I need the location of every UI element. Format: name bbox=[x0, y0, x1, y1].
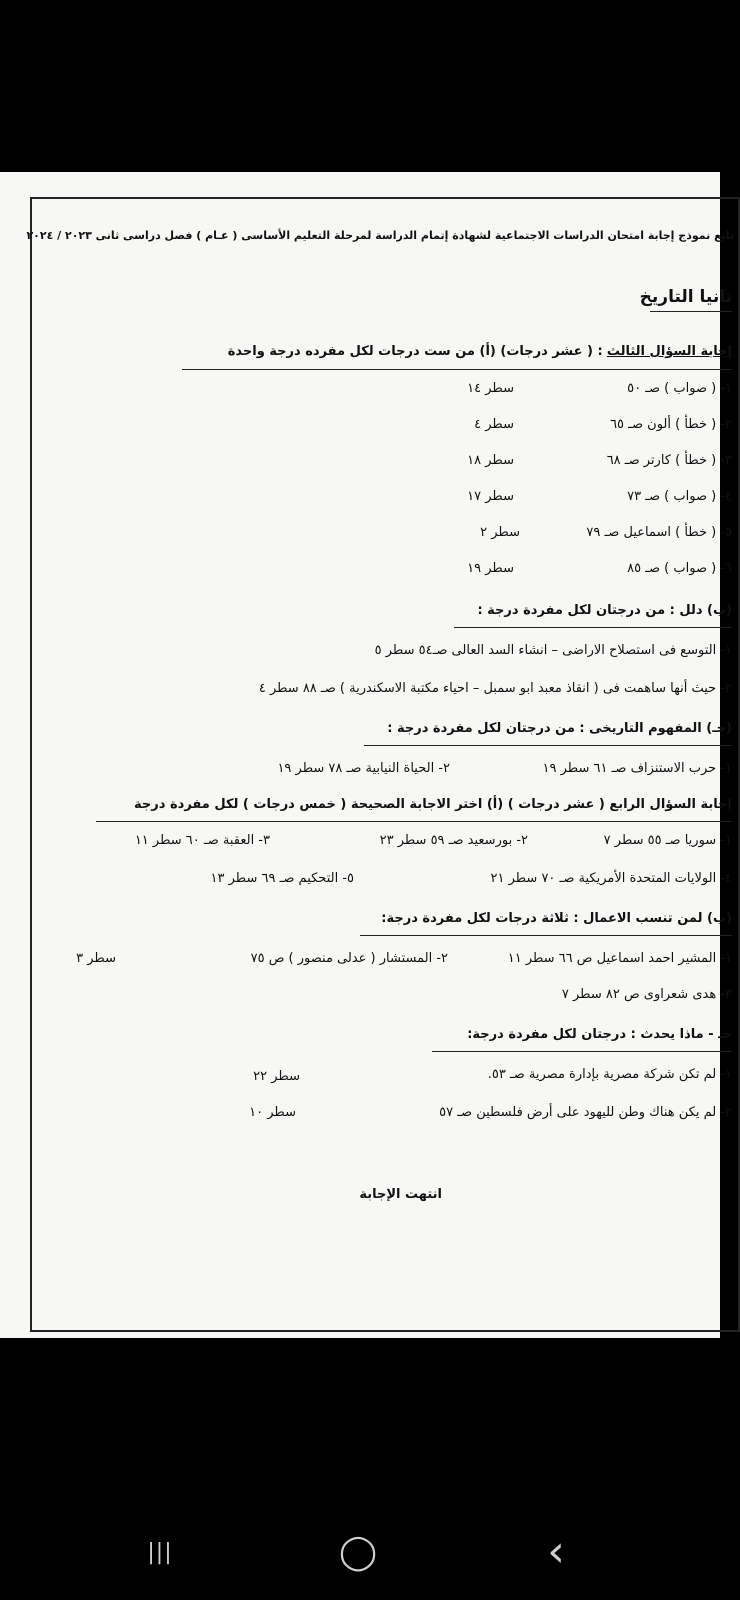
end-of-answer: انتهت الإجابة bbox=[359, 1187, 442, 1202]
q3-b-item: ٢- حيث أنها ساهمت فى ( انقاذ معبد ابو سمبل – احياء مكتبة الاسكندرية ) صـ ٨٨ سطر ٤ bbox=[258, 681, 732, 696]
home-button[interactable]: ◯ bbox=[338, 1532, 378, 1572]
q3-heading bbox=[228, 344, 732, 359]
q4-b-item: سطر ٣ bbox=[76, 951, 116, 966]
android-navigation-bar bbox=[0, 1510, 720, 1600]
section-title: ثانيا التاريخ bbox=[639, 287, 732, 307]
q3-item: ٦- ( صواب ) صـ ٨٥ bbox=[627, 561, 732, 576]
q4-a-item: ١- سوريا صـ ٥٥ سطر ٧ bbox=[603, 833, 732, 848]
q4-a-item: ٤- الولايات المتحدة الأمريكية صـ ٧٠ سطر ٢١ bbox=[490, 871, 732, 886]
q4-c-item-line: سطر ٢٢ bbox=[253, 1069, 300, 1084]
q4-c-item: ١- لم تكن شركة مصرية بإدارة مصرية صـ ٥٣. bbox=[487, 1067, 732, 1082]
document-frame bbox=[26, 197, 740, 1332]
q3-b-item: ١- التوسع فى استصلاح الاراضى – انشاء السد العالى صـ٥٤ سطر ٥ bbox=[374, 643, 732, 658]
q4-c-item-line: سطر ١٠ bbox=[249, 1105, 296, 1120]
q3-item: ٣- ( خطأ ) كارتر صـ ٦٨ bbox=[606, 453, 732, 468]
q4-c-item: ٢- لم يكن هناك وطن لليهود على أرض فلسطين صـ ٥٧ bbox=[439, 1105, 732, 1120]
q3-item: ١- ( صواب ) صـ ٥٠ bbox=[627, 381, 732, 396]
recent-apps-button[interactable]: ||| bbox=[147, 1540, 173, 1565]
q3-item: ٥- ( خطأ ) اسماعيل صـ ٧٩ bbox=[586, 525, 732, 540]
q3-heading-rest: : ( عشر درجات) (أ) من ست درجات لكل مفرده درجة واحدة bbox=[227, 344, 603, 359]
q3-b-heading: (ب) دلل : من درجتان لكل مفردة درجة : bbox=[477, 603, 732, 618]
q4-a-item: ٣- العقبة صـ ٦٠ سطر ١١ bbox=[134, 833, 270, 848]
q3-c-item: ٢- الحياة النيابية صـ ٧٨ سطر ١٩ bbox=[277, 761, 450, 776]
q4-b-item: ١- المشير احمد اسماعيل ص ٦٦ سطر ١١ bbox=[507, 951, 732, 966]
q3-item-line: سطر ١٨ bbox=[467, 453, 514, 468]
q3-item-line: سطر ١٧ bbox=[467, 489, 514, 504]
q4-a-item: ٥- التحكيم صـ ٦٩ سطر ١٣ bbox=[210, 871, 354, 886]
q3-item-line: سطر ٤ bbox=[474, 417, 514, 432]
q4-b-heading: (ب) لمن تنسب الاعمال : ثلاثة درجات لكل مفردة درجة: bbox=[381, 911, 732, 926]
q4-b-item: ٣- هدى شعراوى ص ٨٢ سطر ٧ bbox=[561, 987, 732, 1002]
q3-c-heading: (جـ) المفهوم التاريخى : من درجتان لكل مفردة درجة : bbox=[387, 721, 732, 736]
q4-b-item: ٢- المستشار ( عدلى منصور ) ص ٧٥ bbox=[250, 951, 448, 966]
q3-item-line: سطر ٢ bbox=[480, 525, 520, 540]
q4-c-heading: جـ - ماذا يحدث : درجتان لكل مفردة درجة: bbox=[467, 1027, 732, 1042]
q3-item: ٤- ( صواب ) صـ ٧٣ bbox=[627, 489, 732, 504]
q3-c-item: ١- حرب الاستنزاف صـ ٦١ سطر ١٩ bbox=[542, 761, 732, 776]
back-button[interactable]: ‹ bbox=[547, 1526, 565, 1577]
q4-a-item: ٢- بورسعيد صـ ٥٩ سطر ٢٣ bbox=[379, 833, 528, 848]
q3-heading-title: إجابة السؤال الثالث bbox=[606, 344, 732, 359]
q3-item-line: سطر ١٤ bbox=[467, 381, 514, 396]
q3-item-line: سطر ١٩ bbox=[467, 561, 514, 576]
q4-heading: إجابة السؤال الرابع ( عشر درجات ) (أ) اختر الاجابة الصحيحة ( خمس درجات ) لكل مفردة درجة bbox=[134, 797, 732, 812]
document-header: تابع نموذج إجابة امتحان الدراسات الاجتماعية لشهادة إتمام الدراسة لمرحلة التعليم الأساسى ( عـام ) فصل دراسى ثانى ٢٠٢٣ / ٢٠٢٤ bbox=[26, 229, 734, 242]
q3-item: ٢- ( خطأ ) ألون صـ ٦٥ bbox=[610, 417, 732, 432]
